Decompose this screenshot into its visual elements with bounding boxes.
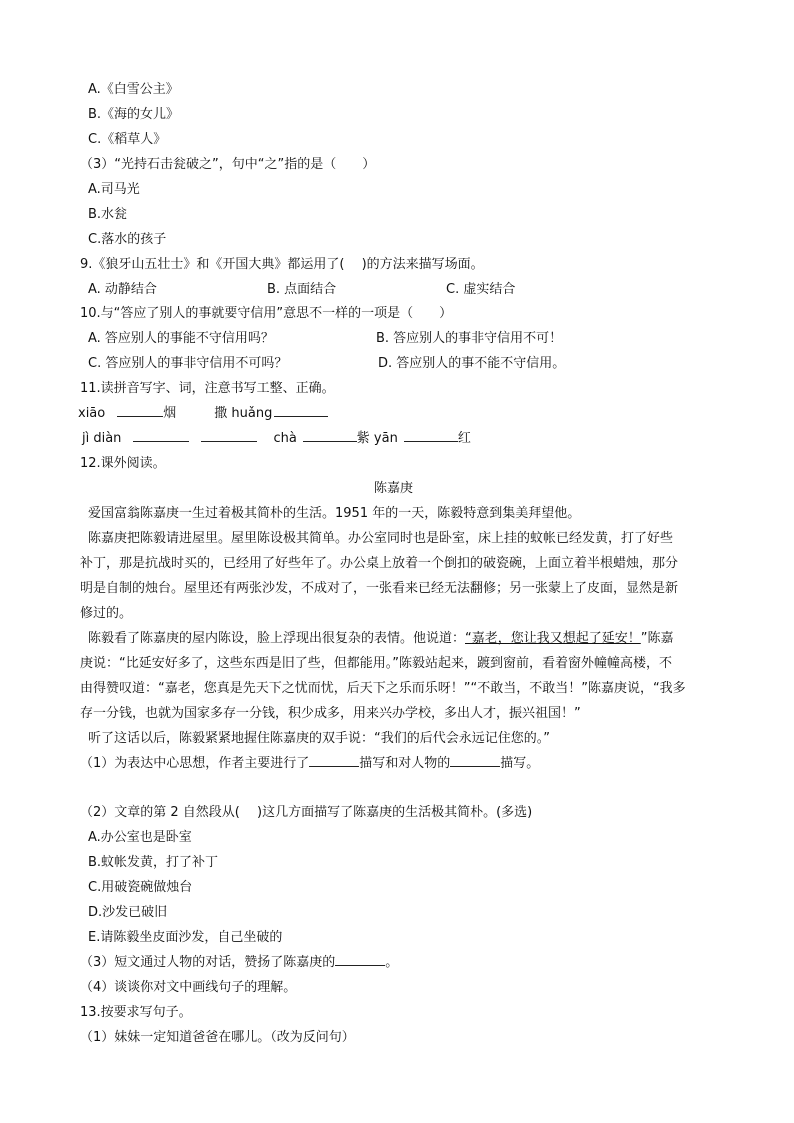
q12-sub-1: （1）为表达中心思想，作者主要进行了 描写和对人物的 描写。: [80, 751, 539, 776]
passage-para-4: 听了这话以后，陈毅紧紧地握住陈嘉庚的双手说：“我们的后代会永远记住您的。”: [88, 731, 550, 746]
q10-option-a: A. 答应别人的事能不守信用吗？: [88, 331, 274, 346]
answer-blank[interactable]: [117, 402, 163, 417]
char-hong: 红: [457, 431, 471, 446]
pinyin-xiao: xiāo: [78, 406, 106, 421]
q8-3-option-c: C.落水的孩子: [88, 232, 167, 247]
q9-stem: 9.《狼牙山五壮士》和《开国大典》都运用了( )的方法来描写场面。: [80, 257, 484, 272]
q12-sub-2-option-e: E.请陈毅坐皮面沙发，自己坐破的: [88, 930, 283, 945]
answer-blank[interactable]: [309, 752, 359, 767]
answer-blank[interactable]: [450, 752, 500, 767]
char-yan: 烟: [163, 406, 177, 421]
q12-sub-2-option-d: D.沙发已破旧: [88, 905, 168, 920]
pinyin-ziyan: 紫 yān: [356, 431, 398, 446]
q12-sub-2-stem: （2）文章的第 2 自然段从( )这几方面描写了陈嘉庚的生活极其简朴。(多选): [80, 805, 533, 820]
passage-para-2-line-1: 陈嘉庚把陈毅请进屋里。屋里陈设极其简单。办公室同时也是卧室，床上挂的蚊帐已经发黄，打了好些: [88, 531, 674, 546]
passage-para-1: 爱国富翁陈嘉庚一生过着极其简朴的生活。1951 年的一天，陈毅特意到集美拜望他。: [88, 506, 581, 521]
q10-option-c: C. 答应别人的事非守信用不可吗？: [88, 356, 288, 371]
para-3-text: 陈毅看了陈嘉庚的屋内陈设，脸上浮现出很复杂的表情。他说道：: [88, 631, 466, 646]
passage-para-2-line-3: 明是自制的烛台。屋里还有两张沙发，不成对了，一张看来已经无法翻修；另一张蒙上了皮面，显然是新: [80, 581, 679, 596]
q11-line-2: [82, 426, 471, 451]
passage-para-3-line-1: [88, 626, 674, 651]
answer-blank[interactable]: [303, 427, 357, 442]
q8-3-stem: （3）“光持石击瓮破之”，句中“之”指的是（ ）: [80, 157, 376, 172]
underlined-sentence: “嘉老，您让我又想起了延安！: [465, 631, 641, 646]
q8-3-option-b: B.水瓮: [88, 207, 128, 222]
q12-sub-2-option-c: C.用破瓷碗做烛台: [88, 880, 193, 895]
q12-sub-3: （3）短文通过人物的对话，赞扬了陈嘉庚的 。: [80, 950, 398, 975]
answer-blank[interactable]: [133, 427, 189, 442]
passage-para-3-line-4: 存一分钱，也就为国家多存一分钱，积少成多，用来兴办学校，多出人才，振兴祖国！”: [80, 706, 581, 721]
pinyin-jidian: jì diàn: [82, 431, 122, 446]
q10-option-b: B. 答应别人的事非守信用不可！: [376, 331, 563, 346]
answer-blank[interactable]: [335, 951, 385, 966]
q11-line-1: [78, 401, 328, 426]
passage-para-2-line-2: 补丁，那是抗战时买的，已经用了好些年了。办公桌上放着一个倒扣的破瓷碗，上面立着半根蜡烛，那分: [80, 556, 679, 571]
q12-sub-4: （4）谈谈你对文中画线句子的理解。: [80, 980, 297, 995]
q8-option-c: C.《稻草人》: [88, 132, 167, 147]
q10-option-d: D. 答应别人的事不能不守信用。: [378, 356, 566, 371]
q12-stem: 12.课外阅读。: [80, 456, 166, 471]
passage-para-3-line-2: 庚说：“比延安好多了，这些东西是旧了些，但都能用。”陈毅站起来，踱到窗前，看着窗外幢幢高楼，不: [80, 656, 672, 671]
q10-stem: 10.与“答应了别人的事就要守信用”意思不一样的一项是（ ）: [80, 306, 453, 321]
passage-title: 陈嘉庚: [374, 481, 414, 496]
q9-option-c: C. 虚实结合: [446, 282, 516, 297]
passage-para-3-line-3: 由得赞叹道：“嘉老，您真是先天下之忧而忧，后天下之乐而乐呀！”“不敢当，不敢当！”陈嘉庚说，“我多: [80, 681, 686, 696]
q13-sub-1: （1）妹妹一定知道爸爸在哪儿。（改为反问句）: [80, 1030, 355, 1045]
answer-blank[interactable]: [274, 402, 328, 417]
answer-blank[interactable]: [404, 427, 458, 442]
pinyin-sahuang: 撒 huǎng: [214, 406, 273, 421]
para-3-text-end: ”陈嘉: [640, 631, 674, 646]
q11-stem: 11.读拼音写字、词，注意书写工整、正确。: [80, 381, 335, 396]
q9-option-b: B. 点面结合: [267, 282, 337, 297]
passage-para-2-line-4: 修过的。: [80, 606, 133, 621]
pinyin-cha: chà: [273, 431, 297, 446]
q8-option-b: B.《海的女儿》: [88, 107, 180, 122]
q12-sub-2-option-b: B.蚊帐发黄，打了补丁: [88, 855, 219, 870]
q9-option-a: A. 动静结合: [88, 282, 157, 297]
q8-3-option-a: A.司马光: [88, 182, 140, 197]
q8-option-a: A.《白雪公主》: [88, 82, 179, 97]
q13-stem: 13.按要求写句子。: [80, 1005, 192, 1020]
q12-sub-2-option-a: A.办公室也是卧室: [88, 830, 192, 845]
answer-blank[interactable]: [201, 427, 257, 442]
